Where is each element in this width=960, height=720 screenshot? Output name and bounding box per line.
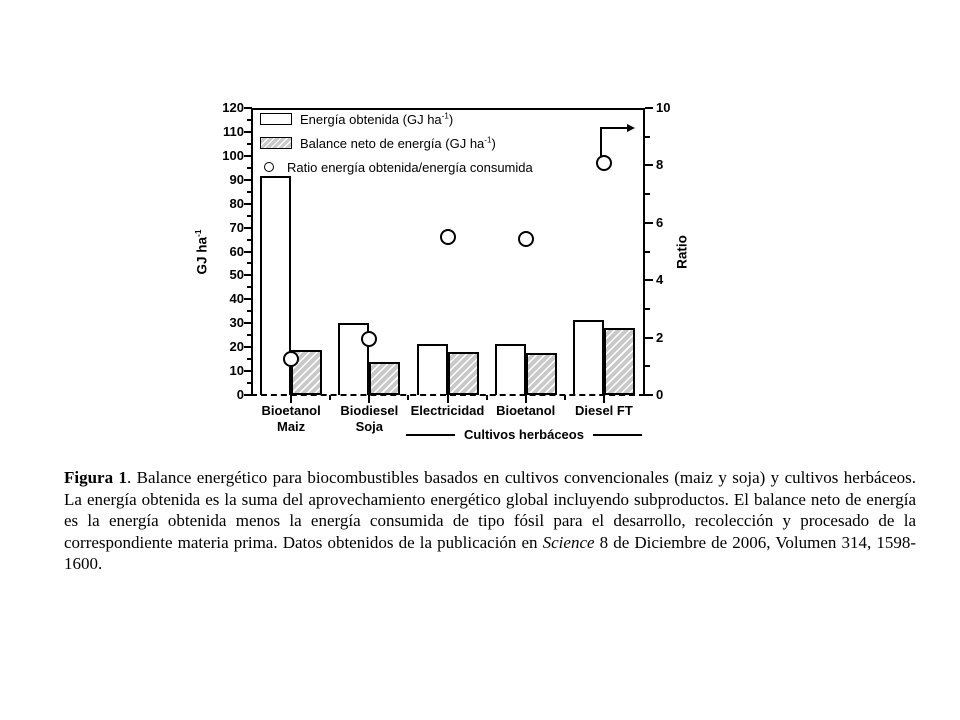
left-axis-tick-label: 20 [229,339,244,355]
right-axis-tick [645,251,650,253]
left-axis-tick [247,191,252,193]
left-axis-tick [247,334,252,336]
x-axis-minor-tick [564,395,566,400]
right-axis-title: Ratio [674,235,690,269]
chart-legend [260,110,533,182]
right-axis-tick-label: 4 [656,272,664,288]
left-axis-tick [244,394,252,396]
right-axis-tick-label: 8 [656,157,664,173]
left-axis-title: GJ $ha^{-1}$ [193,229,210,275]
left-axis-tick [244,203,252,205]
right-axis-tick [645,337,653,339]
right-axis-tick [645,394,653,396]
left-axis-tick [247,310,252,312]
left-axis-tick-label: 30 [229,315,244,331]
right-axis-tick-label: 10 [656,100,671,115]
left-axis-tick-label: 70 [229,219,244,235]
right-axis-tick-label: 2 [656,329,664,345]
open-bar-swatch-icon [260,113,292,125]
left-axis-tick [244,370,252,372]
right-axis-tick [645,107,653,109]
open-circle-marker-icon [264,162,274,172]
left-axis-tick [244,131,252,133]
bar-balance-neto-1 [369,362,400,395]
right-axis-tick [645,193,650,195]
left-axis-tick [244,227,252,229]
left-axis-tick [247,262,252,264]
left-axis-tick-label: 120 [222,100,244,115]
right-axis-tick-label: 0 [656,387,664,402]
x-axis-major-tick [525,395,527,403]
legend-label: Ratio energía obtenida/energía consumida [287,159,533,175]
left-axis-tick [244,274,252,276]
left-axis-tick [247,358,252,360]
caption-text-end: 8 de Diciembre de 2006, Volumen 314, 1598-1600. [64,532,916,574]
x-axis-minor-tick [486,395,488,400]
legend-item-ratio [260,158,533,176]
right-axis-tick [645,308,650,310]
bar-balance-neto-4 [604,328,635,395]
left-axis-tick-label: 110 [223,123,244,139]
left-axis-tick [247,143,252,145]
group-label-right-rule [593,434,642,436]
ratio-marker-2 [440,229,456,245]
ratio-axis-arrow-icon [594,120,642,160]
caption-figure-label: Figura 1 [64,468,128,487]
bar-energia-obtenida-4 [573,320,604,395]
x-axis-major-tick [447,395,449,403]
right-axis-tick-label: 6 [656,214,664,230]
x-axis-major-tick [603,395,605,403]
x-category-label-line: Biodiesel [340,403,399,418]
right-axis-tick [645,136,650,138]
legend-label: Energía obtenida (GJ $ha^{-1}$) [300,111,454,127]
left-axis-tick [247,119,252,121]
left-axis-tick [244,155,252,157]
x-axis-major-tick [368,395,370,403]
left-axis-tick-label: 10 [229,363,244,379]
bar-balance-neto-3 [526,353,557,395]
x-category-label-line: Electricidad [410,403,485,418]
x-category-label-line: Bioetanol [496,403,556,418]
legend-label: Balance neto de energía (GJ $ha^{-1}$) [300,135,496,151]
bar-energia-obtenida-3 [495,344,526,395]
right-axis-tick [645,164,653,166]
x-category-label-line: Maiz [277,419,306,434]
left-axis-tick-label: 50 [229,267,244,283]
legend-item-balance-neto [260,134,533,152]
left-axis-tick [244,322,252,324]
group-label-left-rule [406,434,455,436]
left-axis-tick [247,382,252,384]
right-axis-tick [645,222,653,224]
x-axis-major-tick [290,395,292,403]
legend-item-energia-obtenida [260,110,533,128]
left-axis-tick [247,286,252,288]
left-axis-tick [247,239,252,241]
x-category-label-line: Soja [355,419,384,434]
hatched-bar-swatch-icon [260,137,292,149]
left-axis-tick [247,215,252,217]
x-axis-minor-tick [407,395,409,400]
bar-balance-neto-2 [448,352,479,395]
x-axis-minor-tick [329,395,331,400]
left-axis-tick [244,107,252,109]
left-axis-tick-label: 100 [222,147,244,163]
left-axis-tick-label: 80 [229,195,244,211]
left-axis-tick-label: 40 [229,291,244,307]
left-axis-tick [244,251,252,253]
x-group-label [406,427,642,442]
left-axis-tick-label: 60 [229,243,244,259]
left-axis-tick-label: 0 [236,387,244,402]
left-axis-tick [244,179,252,181]
x-category-label-line: Bioetanol [261,403,321,418]
right-axis-tick [645,279,653,281]
figure-caption [64,467,916,575]
left-axis-tick [247,167,252,169]
left-axis-tick [244,346,252,348]
bar-energia-obtenida-2 [417,344,448,395]
caption-text: . Balance energético para biocombustibles basados en cultivos convencionales (maiz y soja) y cultivos herbáceos. La energía obtenida es la suma del aprovechamiento energético global incluyendo subproductos. El balance neto de energía es la energía obtenida menos la energía consumida de tipo fósil para el desarrollo, recolección y procesado de la correspondiente materia prima. Datos obtenidos de la publicación en [64,468,917,552]
ratio-marker-4 [596,155,612,171]
caption-journal-name: Science [542,532,595,552]
group-label-text: Cultivos herbáceos [464,427,584,442]
ratio-marker-3 [518,231,534,247]
x-category-label-line: Diesel FT [574,403,633,418]
left-axis-tick-label: 90 [229,171,244,187]
left-axis-tick [244,298,252,300]
right-axis-tick [645,365,650,367]
x-category-label-4 [547,403,661,419]
ratio-marker-1 [361,331,377,347]
